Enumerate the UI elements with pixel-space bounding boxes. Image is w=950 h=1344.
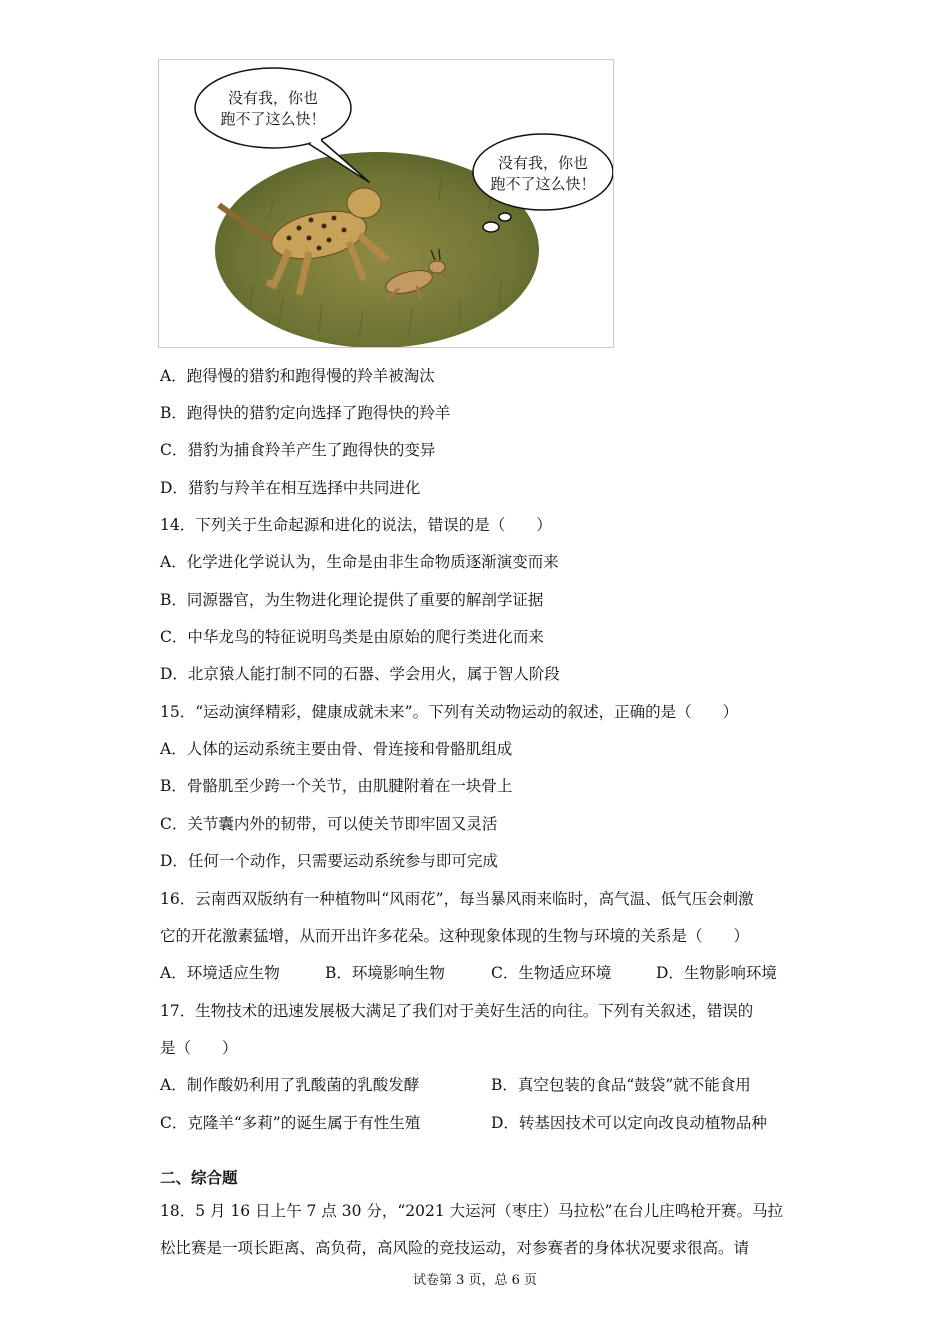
page-footer: 试卷第 3 页，总 6 页 [412,1273,538,1288]
q16-stem-line1: 16．云南西双版纳有一种植物叫“风雨花”，每当暴风雨来临时，高气温、低气压会刺激 [160,890,754,908]
q17-stem-line1: 17．生物技术的迅速发展极大满足了我们对于美好生活的向往。下列有关叙述，错误的 [160,1002,754,1020]
q17-option-d: D．转基因技术可以定向改良动植物品种 [491,1114,767,1132]
q17-option-c: C．克隆羊“多莉”的诞生属于有性生殖 [160,1114,421,1132]
q17-option-a: A．制作酸奶利用了乳酸菌的乳酸发酵 [160,1076,420,1094]
q15-option-b: B．骨骼肌至少跨一个关节，由肌腱附着在一块骨上 [160,777,513,795]
q13-option-b: B．跑得快的猎豹定向选择了跑得快的羚羊 [160,404,451,422]
q14-option-b: B．同源器官，为生物进化理论提供了重要的解剖学证据 [160,591,544,609]
cheetah-gazelle-figure [158,59,614,348]
q15-stem: 15．“运动演绎精彩，健康成就未来”。下列有关动物运动的叙述，正确的是（ ） [160,703,739,721]
bubble-right-line1: 没有我，你也 [497,154,589,172]
bubble-left-line2: 跑不了这么快！ [220,110,326,128]
q16-option-d: D．生物影响环境 [656,964,777,982]
q13-option-a: A．跑得慢的猎豹和跑得慢的羚羊被淘汰 [160,367,435,385]
q18-line1: 18．5 月 16 日上午 7 点 30 分，“2021 大运河（枣庄）马拉松”在台儿庄鸣枪开赛。马拉 [160,1202,784,1220]
q15-option-d: D．任何一个动作，只需要运动系统参与即可完成 [160,852,498,870]
q13-option-d: D．猎豹与羚羊在相互选择中共同进化 [160,479,421,497]
q15-option-a: A．人体的运动系统主要由骨、骨连接和骨骼肌组成 [160,740,513,758]
q16-option-a: A．环境适应生物 [160,964,280,982]
bubble-right-line2: 跑不了这么快！ [490,175,596,193]
q17-stem-line2: 是（ ） [160,1039,238,1057]
q16-option-b: B．环境影响生物 [325,964,445,982]
q16-stem-line2: 它的开花激素猛增，从而开出许多花朵。这种现象体现的生物与环境的关系是（ ） [160,927,750,945]
q14-option-c: C．中华龙鸟的特征说明鸟类是由原始的爬行类进化而来 [160,628,544,646]
bubble-left-line1: 没有我，你也 [227,89,319,107]
q17-option-b: B．真空包装的食品“鼓袋”就不能食用 [491,1076,751,1094]
section-heading: 二、综合题 [160,1168,238,1187]
q18-line2: 松比赛是一项长距离、高负荷，高风险的竞技运动，对参赛者的身体状况要求很高。请 [160,1239,750,1257]
q15-option-c: C．关节囊内外的韧带，可以使关节即牢固又灵活 [160,815,498,833]
q16-option-c: C．生物适应环境 [491,964,612,982]
q14-option-d: D．北京猿人能打制不同的石器、学会用火，属于智人阶段 [160,665,560,683]
q14-option-a: A．化学进化学说认为，生命是由非生命物质逐渐演变而来 [160,553,559,571]
figure-illustration [159,60,614,348]
q13-option-c: C．猎豹为捕食羚羊产生了跑得快的变异 [160,441,436,459]
q14-stem: 14．下列关于生命起源和进化的说法，错误的是（ ） [160,516,552,534]
